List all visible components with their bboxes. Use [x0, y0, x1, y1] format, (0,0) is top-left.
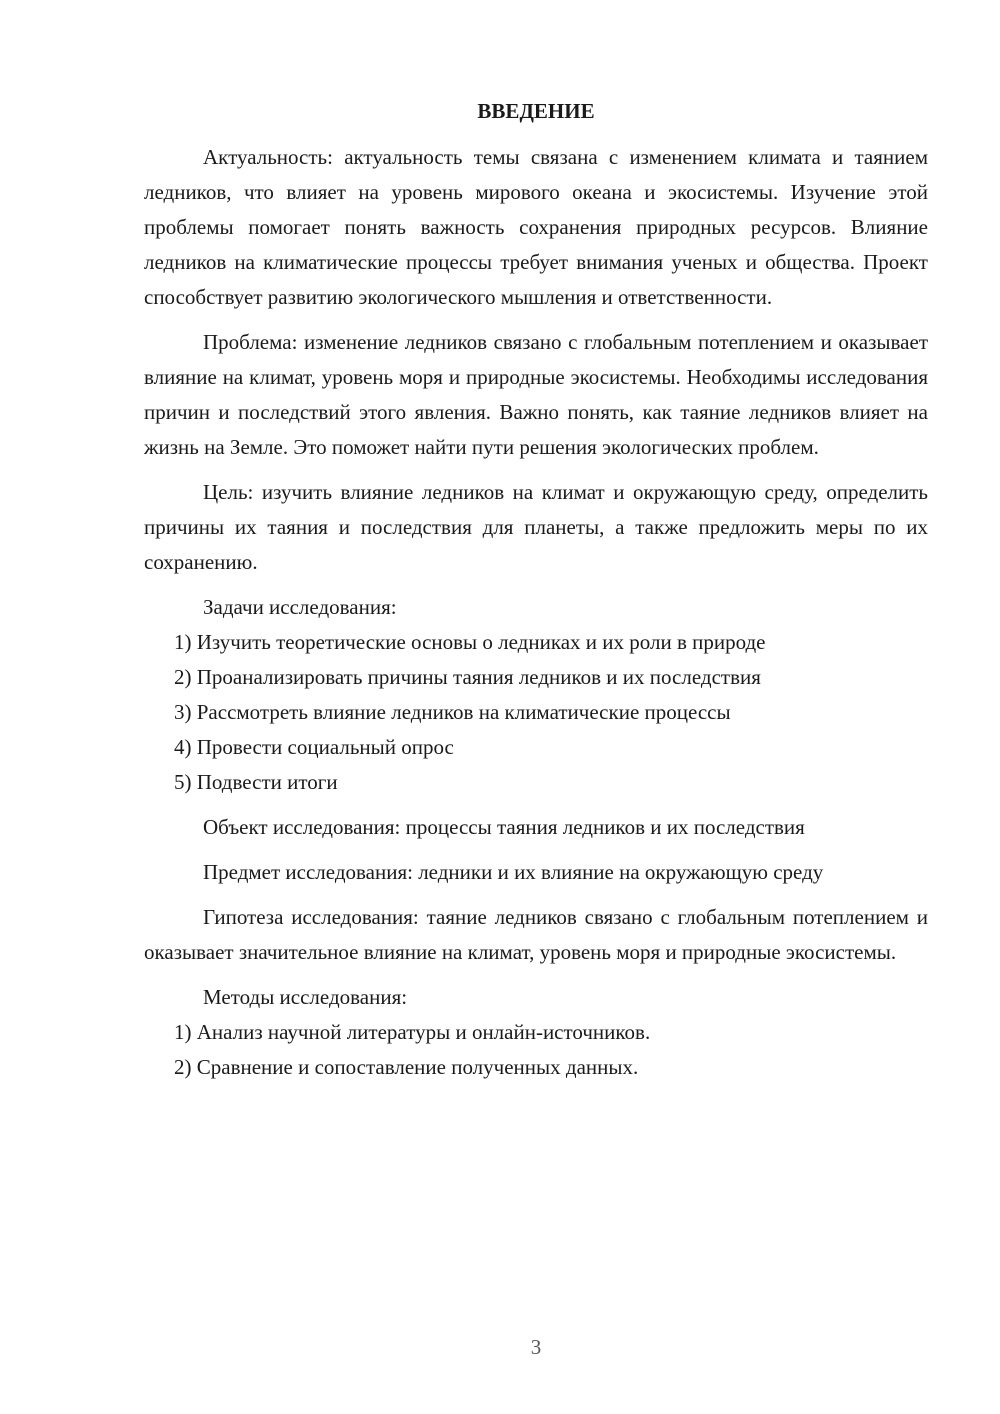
relevance-paragraph: Актуальность: актуальность темы связана с изменением климата и таянием ледников, что влияет на уровень мирового океана и экосистемы. Изучение этой проблемы помогает понять важность сохранения природных ресурсов. Влияние ледников на климатические процессы требует внимания ученых и общества. Проект способствует развитию экологического мышления и ответственности. [144, 145, 928, 309]
list-item: 1) Анализ научной литературы и онлайн-источников. [174, 1020, 651, 1044]
list-item: 3) Рассмотреть влияние ледников на климатические процессы [174, 700, 731, 724]
goal-paragraph: Цель: изучить влияние ледников на климат и окружающую среду, определить причины их таяния и последствия для планеты, а также предложить меры по их сохранению. [144, 480, 928, 574]
section-title: ВВЕДЕНИЕ [477, 99, 595, 123]
list-item: 5) Подвести итоги [174, 770, 338, 794]
tasks-list [144, 625, 928, 800]
tasks-heading: Задачи исследования: [203, 595, 397, 619]
problem-paragraph: Проблема: изменение ледников связано с глобальным потеплением и оказывает влияние на климат, уровень моря и природные экосистемы. Необходимы исследования причин и последствий этого явления. Важно понять, как таяние ледников влияет на жизнь на Земле. Это поможет найти пути решения экологических проблем. [144, 330, 928, 459]
list-item: 1) Изучить теоретические основы о ледниках и их роли в природе [174, 630, 766, 654]
document-body [144, 140, 928, 1085]
methods-list [144, 1015, 928, 1085]
hypothesis-paragraph: Гипотеза исследования: таяние ледников связано с глобальным потеплением и оказывает значительное влияние на климат, уровень моря и природные экосистемы. [144, 905, 928, 964]
list-item: 4) Провести социальный опрос [174, 735, 454, 759]
list-item: 2) Проанализировать причины таяния ледников и их последствия [174, 665, 761, 689]
page-number: 3 [530, 1335, 542, 1359]
list-item: 2) Сравнение и сопоставление полученных данных. [174, 1055, 639, 1079]
subject-paragraph: Предмет исследования: ледники и их влияние на окружающую среду [203, 860, 824, 884]
object-paragraph: Объект исследования: процессы таяния ледников и их последствия [203, 815, 805, 839]
methods-heading: Методы исследования: [203, 985, 408, 1009]
